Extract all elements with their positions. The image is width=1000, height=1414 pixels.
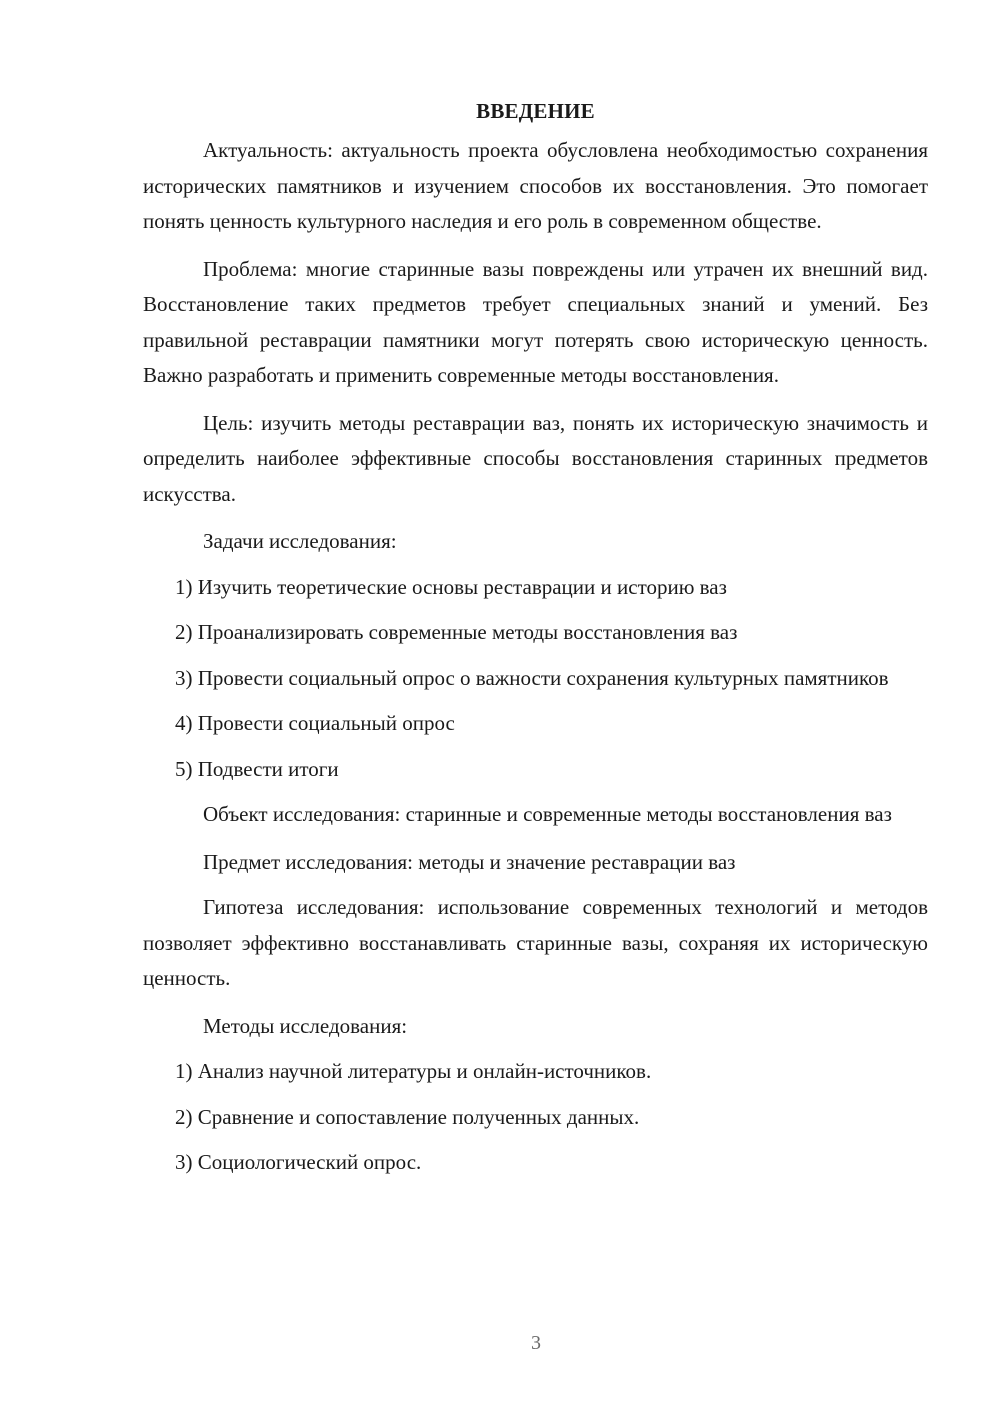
page-content — [143, 95, 928, 1191]
method-item-2: 2) Сравнение и сопоставление полученных данных. — [175, 1104, 640, 1129]
task-item-2: 2) Проанализировать современные методы восстановления ваз — [175, 620, 738, 644]
task-item-4: 4) Провести социальный опрос — [175, 711, 455, 735]
relevance-paragraph: Актуальность: актуальность проекта обусловлена необходимостью сохранения исторических памятников и изучением способов их восстановления. Это помогает понять ценность культурного наследия и его роль в современном обществе. — [143, 138, 928, 233]
method-item-1: 1) Анализ научной литературы и онлайн-источников. — [175, 1059, 652, 1083]
object-paragraph: Объект исследования: старинные и современные методы восстановления ваз — [203, 802, 892, 826]
task-item-5: 5) Подвести итоги — [175, 756, 339, 781]
hypothesis-paragraph: Гипотеза исследования: использование современных технологий и методов позволяет эффективно восстанавливать старинные вазы, сохраняя их историческую ценность. — [143, 895, 928, 990]
page-number: 3 — [531, 1332, 541, 1354]
page-title: ВВЕДЕНИЕ — [476, 99, 595, 123]
tasks-heading: Задачи исследования: — [203, 529, 397, 553]
task-item-1: 1) Изучить теоретические основы реставрации и историю ваз — [175, 574, 727, 599]
subject-paragraph: Предмет исследования: методы и значение реставрации ваз — [203, 849, 736, 874]
goal-paragraph: Цель: изучить методы реставрации ваз, понять их историческую значимость и определить наиболее эффективные способы восстановления старинных предметов искусства. — [143, 410, 928, 506]
task-item-3: 3) Провести социальный опрос о важности сохранения культурных памятников — [175, 665, 889, 690]
method-item-3: 3) Социологический опрос. — [175, 1150, 422, 1174]
methods-heading: Методы исследования: — [203, 1013, 408, 1038]
problem-paragraph: Проблема: многие старинные вазы повреждены или утрачен их внешний вид. Восстановление таких предметов требует специальных знаний и умений. Без правильной реставрации памятники могут потерять свою историческую ценность. Важно разработать и применить современные методы восстановления. — [143, 256, 928, 387]
